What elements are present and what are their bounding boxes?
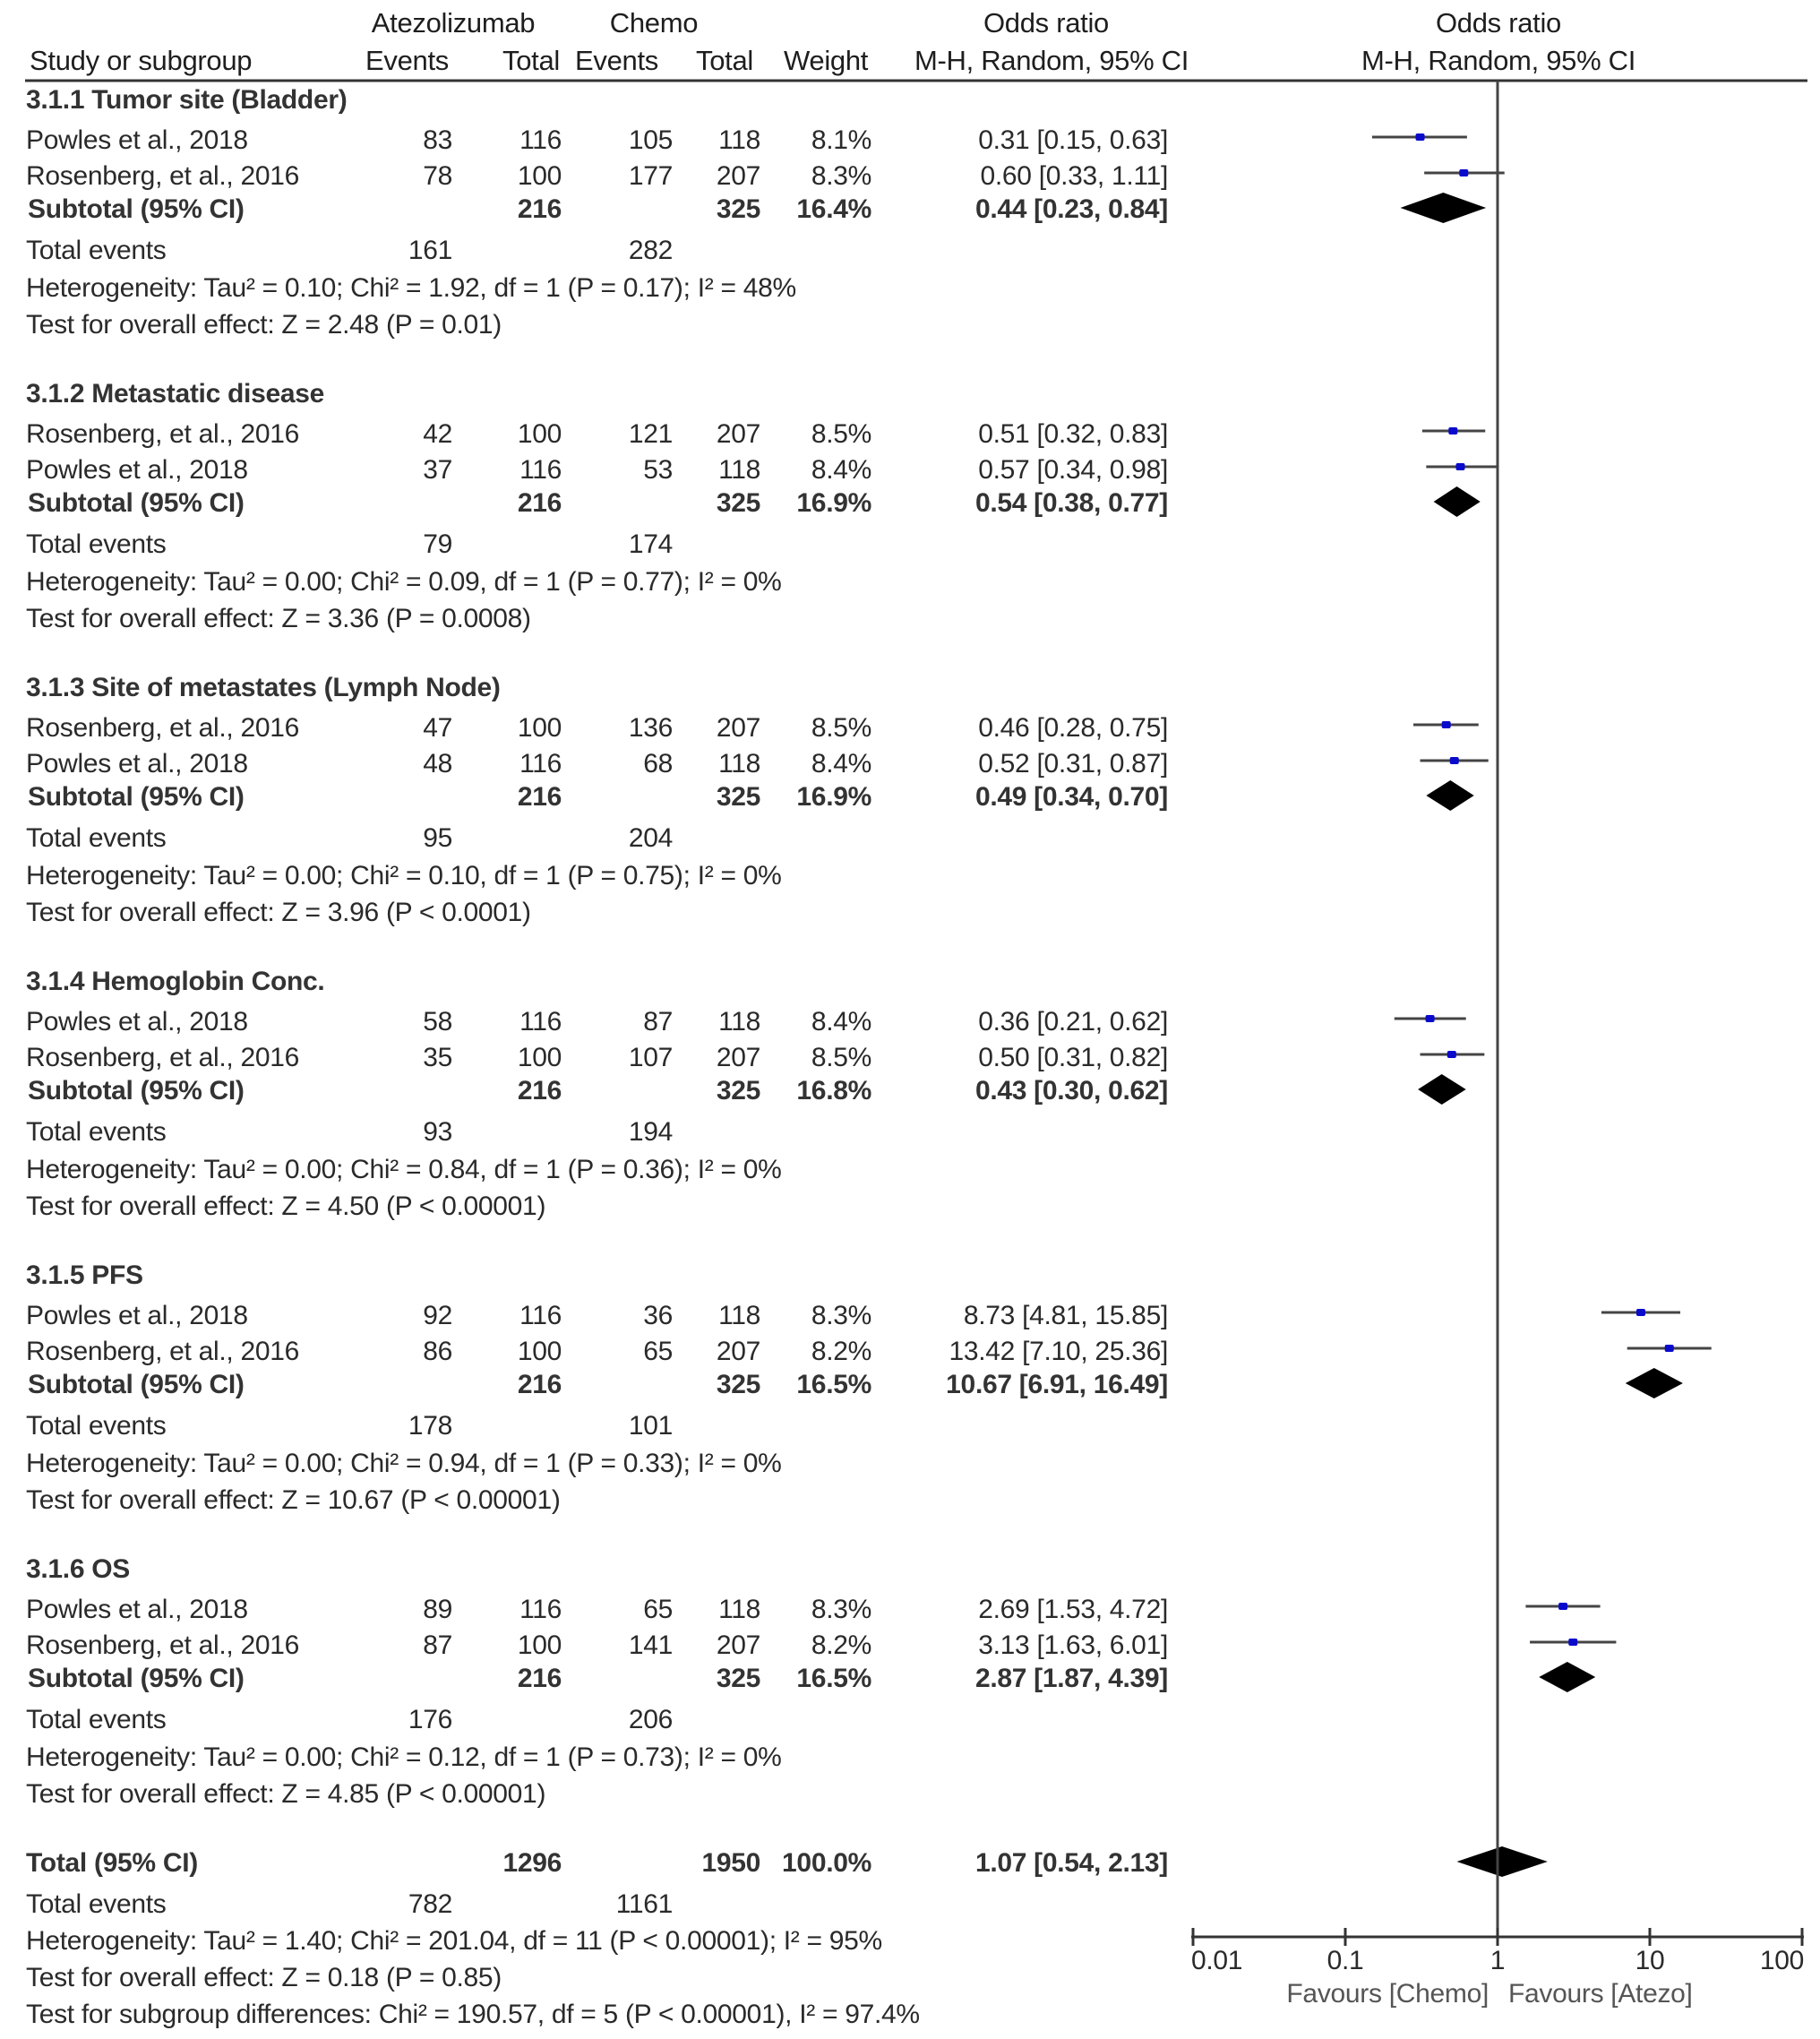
subtotal-weight: 16.4% <box>796 194 871 224</box>
heterogeneity-text: Heterogeneity: Tau² = 0.00; Chi² = 0.09, df = 1 (P = 0.77); I² = 0% <box>26 567 782 597</box>
overall-effect-text: Test for overall effect: Z = 4.85 (P < 0.00001) <box>26 1779 546 1809</box>
study-name: Rosenberg, et al., 2016 <box>26 1043 299 1072</box>
weight-header: Weight <box>784 45 869 76</box>
odds-ratio-ci: 0.46 [0.28, 0.75] <box>978 713 1168 743</box>
x-tick-label: 100 <box>1759 1946 1804 1975</box>
total-events-a: 178 <box>408 1411 452 1441</box>
odds-ratio-ci: 0.51 [0.32, 0.83] <box>978 419 1168 449</box>
subtotal-total-b: 325 <box>716 1370 760 1399</box>
study-name: Powles et al., 2018 <box>26 749 248 779</box>
total-b: 207 <box>716 161 760 191</box>
subtotal-label: Subtotal (95% CI) <box>28 782 245 812</box>
events-a: 92 <box>423 1301 452 1330</box>
events-a: 89 <box>423 1595 452 1624</box>
study-name: Powles et al., 2018 <box>26 125 248 155</box>
subgroup-title: 3.1.4 Hemoglobin Conc. <box>26 967 325 996</box>
weight: 8.2% <box>811 1337 871 1366</box>
study-marker <box>1448 427 1457 434</box>
events-b: 136 <box>628 713 673 743</box>
events-b: 121 <box>628 419 673 449</box>
total-b: 118 <box>718 125 760 155</box>
total-events-label: Total events <box>26 236 167 265</box>
overall-total-a: 1296 <box>502 1848 562 1878</box>
study-name: Rosenberg, et al., 2016 <box>26 161 299 191</box>
study-marker <box>1426 1015 1435 1022</box>
total-a: 116 <box>519 1595 562 1624</box>
subtotal-diamond <box>1434 486 1481 517</box>
study-name: Rosenberg, et al., 2016 <box>26 1630 299 1660</box>
study-marker <box>1447 1051 1456 1058</box>
subtotal-total-a: 216 <box>517 1076 562 1106</box>
group-a-header: Atezolizumab <box>371 7 536 39</box>
total-events-a: 93 <box>423 1117 452 1147</box>
subtotal-odds-ratio-ci: 10.67 [6.91, 16.49] <box>946 1370 1168 1399</box>
subtotal-weight: 16.5% <box>796 1664 871 1693</box>
study-marker <box>1665 1345 1674 1352</box>
subgroup-title: 3.1.6 OS <box>26 1554 131 1584</box>
subtotal-odds-ratio-ci: 2.87 [1.87, 4.39] <box>974 1664 1168 1693</box>
total-events-label: Total events <box>26 1411 167 1441</box>
odds-ratio-ci: 0.60 [0.33, 1.11] <box>980 161 1168 191</box>
subtotal-diamond <box>1626 1368 1683 1398</box>
total-b: 118 <box>718 1595 760 1624</box>
overall-effect-text: Test for overall effect: Z = 4.50 (P < 0.00001) <box>26 1192 546 1221</box>
subtotal-odds-ratio-ci: 0.43 [0.30, 0.62] <box>974 1076 1168 1106</box>
study-name: Powles et al., 2018 <box>26 1301 248 1330</box>
plot-title: Odds ratio <box>1435 7 1561 39</box>
subgroup-title: 3.1.1 Tumor site (Bladder) <box>26 85 348 115</box>
study-marker <box>1636 1309 1645 1316</box>
total-a: 100 <box>517 419 562 449</box>
study-name: Powles et al., 2018 <box>26 1595 248 1624</box>
subtotal-diamond <box>1539 1662 1595 1692</box>
subtotal-diamond <box>1400 193 1486 223</box>
group-b-header: Chemo <box>609 7 699 39</box>
odds-ratio-ci: 13.42 [7.10, 25.36] <box>949 1337 1168 1366</box>
heterogeneity-text: Heterogeneity: Tau² = 0.00; Chi² = 0.12, df = 1 (P = 0.73); I² = 0% <box>26 1742 782 1772</box>
favours-right-label: Favours [Atezo] <box>1508 1979 1693 2009</box>
or-method-header: M-H, Random, 95% CI <box>914 45 1189 76</box>
heterogeneity-text: Heterogeneity: Tau² = 0.00; Chi² = 0.10, df = 1 (P = 0.75); I² = 0% <box>26 861 782 890</box>
weight: 8.4% <box>811 749 871 779</box>
total-b: 207 <box>716 419 760 449</box>
overall-heterogeneity-text: Heterogeneity: Tau² = 1.40; Chi² = 201.04, df = 11 (P < 0.00001); I² = 95% <box>26 1926 882 1956</box>
total-events-b: 194 <box>628 1117 673 1147</box>
subtotal-weight: 16.9% <box>796 782 871 812</box>
overall-effect-text: Test for overall effect: Z = 0.18 (P = 0.85) <box>26 1963 502 1992</box>
events-a: 78 <box>423 161 452 191</box>
study-marker <box>1459 169 1468 176</box>
overall-effect-text: Test for overall effect: Z = 3.96 (P < 0.0001) <box>26 898 531 927</box>
subtotal-total-b: 325 <box>716 194 760 224</box>
events-b: 65 <box>643 1337 673 1366</box>
events-a: 47 <box>423 713 452 743</box>
total-a: 116 <box>519 125 562 155</box>
overall-total-b: 1950 <box>701 1848 760 1878</box>
subgroup-title: 3.1.5 PFS <box>26 1260 143 1290</box>
subgroup-differences-text: Test for subgroup differences: Chi² = 190.57, df = 5 (P < 0.00001), I² = 97.4% <box>26 2000 920 2029</box>
total-a-header: Total <box>502 45 560 76</box>
total-a: 100 <box>517 1043 562 1072</box>
odds-ratio-ci: 8.73 [4.81, 15.85] <box>963 1301 1168 1330</box>
study-name: Powles et al., 2018 <box>26 1007 248 1037</box>
study-name: Rosenberg, et al., 2016 <box>26 1337 299 1366</box>
total-events-b: 174 <box>628 529 673 559</box>
events-a: 86 <box>423 1337 452 1366</box>
subtotal-total-a: 216 <box>517 1370 562 1399</box>
subtotal-label: Subtotal (95% CI) <box>28 1370 245 1399</box>
total-a: 116 <box>519 749 562 779</box>
weight: 8.3% <box>811 1301 871 1330</box>
study-marker <box>1568 1639 1577 1646</box>
total-events-label: Total events <box>26 529 167 559</box>
total-events-a: 95 <box>423 823 452 853</box>
study-name: Rosenberg, et al., 2016 <box>26 713 299 743</box>
weight: 8.4% <box>811 455 871 485</box>
study-marker <box>1416 133 1425 141</box>
total-events-label: Total events <box>26 1705 167 1734</box>
total-a: 100 <box>517 1630 562 1660</box>
total-events-label: Total events <box>26 1117 167 1147</box>
odds-ratio-ci: 2.69 [1.53, 4.72] <box>978 1595 1168 1624</box>
odds-ratio-ci: 0.31 [0.15, 0.63] <box>978 125 1168 155</box>
total-events-a: 176 <box>408 1705 452 1734</box>
total-events-a: 161 <box>408 236 452 265</box>
subtotal-total-b: 325 <box>716 1076 760 1106</box>
subgroup-title: 3.1.3 Site of metastates (Lymph Node) <box>26 673 501 702</box>
events-a: 48 <box>423 749 452 779</box>
weight: 8.5% <box>811 713 871 743</box>
study-marker <box>1450 757 1459 764</box>
events-b: 68 <box>643 749 673 779</box>
subtotal-total-a: 216 <box>517 1664 562 1693</box>
x-tick-label: 0.1 <box>1326 1946 1364 1975</box>
total-b: 118 <box>718 749 760 779</box>
events-a-header: Events <box>365 45 449 76</box>
events-b-header: Events <box>575 45 658 76</box>
total-a: 116 <box>519 1301 562 1330</box>
overall-diamond <box>1457 1846 1548 1877</box>
events-b: 65 <box>643 1595 673 1624</box>
total-b-header: Total <box>696 45 753 76</box>
total-a: 116 <box>519 455 562 485</box>
subtotal-total-a: 216 <box>517 194 562 224</box>
total-events-b: 204 <box>628 823 673 853</box>
subtotal-total-b: 325 <box>716 782 760 812</box>
events-b: 87 <box>643 1007 673 1037</box>
study-column-header: Study or subgroup <box>30 45 253 76</box>
weight: 8.3% <box>811 161 871 191</box>
total-b: 207 <box>716 713 760 743</box>
study-name: Rosenberg, et al., 2016 <box>26 419 299 449</box>
total-b: 207 <box>716 1337 760 1366</box>
weight: 8.3% <box>811 1595 871 1624</box>
overall-effect-text: Test for overall effect: Z = 10.67 (P < 0.00001) <box>26 1485 561 1515</box>
events-b: 105 <box>628 125 673 155</box>
events-a: 42 <box>423 419 452 449</box>
overall-total-label: Total (95% CI) <box>26 1848 198 1878</box>
subtotal-total-a: 216 <box>517 488 562 518</box>
events-b: 36 <box>643 1301 673 1330</box>
overall-total-events-b: 1161 <box>615 1889 673 1919</box>
overall-effect-text: Test for overall effect: Z = 2.48 (P = 0.01) <box>26 310 502 340</box>
events-a: 58 <box>423 1007 452 1037</box>
study-marker <box>1442 721 1451 728</box>
events-b: 107 <box>628 1043 673 1072</box>
heterogeneity-text: Heterogeneity: Tau² = 0.00; Chi² = 0.84, df = 1 (P = 0.36); I² = 0% <box>26 1155 782 1184</box>
subtotal-weight: 16.5% <box>796 1370 871 1399</box>
subtotal-total-b: 325 <box>716 488 760 518</box>
odds-ratio-ci: 3.13 [1.63, 6.01] <box>978 1630 1168 1660</box>
total-b: 207 <box>716 1630 760 1660</box>
odds-ratio-ci: 0.57 [0.34, 0.98] <box>978 455 1168 485</box>
weight: 8.5% <box>811 1043 871 1072</box>
subgroup-title: 3.1.2 Metastatic disease <box>26 379 324 409</box>
events-b: 177 <box>628 161 673 191</box>
total-b: 118 <box>718 1301 760 1330</box>
subtotal-total-b: 325 <box>716 1664 760 1693</box>
odds-ratio-ci: 0.52 [0.31, 0.87] <box>978 749 1168 779</box>
heterogeneity-text: Heterogeneity: Tau² = 0.10; Chi² = 1.92, df = 1 (P = 0.17); I² = 48% <box>26 273 796 303</box>
events-a: 87 <box>423 1630 452 1660</box>
total-b: 207 <box>716 1043 760 1072</box>
total-events-b: 206 <box>628 1705 673 1734</box>
total-a: 116 <box>519 1007 562 1037</box>
study-name: Powles et al., 2018 <box>26 455 248 485</box>
total-events-a: 79 <box>423 529 452 559</box>
total-a: 100 <box>517 1337 562 1366</box>
total-b: 118 <box>718 455 760 485</box>
subtotal-odds-ratio-ci: 0.54 [0.38, 0.77] <box>974 488 1168 518</box>
subtotal-label: Subtotal (95% CI) <box>28 1076 245 1106</box>
odds-ratio-ci: 0.50 [0.31, 0.82] <box>978 1043 1168 1072</box>
x-tick-label: 10 <box>1635 1946 1665 1975</box>
subtotal-odds-ratio-ci: 0.44 [0.23, 0.84] <box>974 194 1168 224</box>
events-a: 83 <box>423 125 452 155</box>
subtotal-diamond <box>1426 780 1473 811</box>
subtotal-odds-ratio-ci: 0.49 [0.34, 0.70] <box>974 782 1168 812</box>
overall-odds-ratio-ci: 1.07 [0.54, 2.13] <box>974 1848 1168 1878</box>
total-events-b: 282 <box>628 236 673 265</box>
or-column-title: Odds ratio <box>983 7 1109 39</box>
total-a: 100 <box>517 713 562 743</box>
total-events-label: Total events <box>26 823 167 853</box>
overall-weight: 100.0% <box>782 1848 871 1878</box>
overall-total-events-label: Total events <box>26 1889 167 1919</box>
favours-left-label: Favours [Chemo] <box>1286 1979 1489 2009</box>
events-b: 53 <box>643 455 673 485</box>
x-tick-label: 1 <box>1489 1946 1506 1975</box>
subtotal-label: Subtotal (95% CI) <box>28 1664 245 1693</box>
subtotal-diamond <box>1418 1074 1466 1105</box>
overall-effect-text: Test for overall effect: Z = 3.36 (P = 0.0008) <box>26 604 531 633</box>
odds-ratio-ci: 0.36 [0.21, 0.62] <box>978 1007 1168 1037</box>
subtotal-total-a: 216 <box>517 782 562 812</box>
subtotal-label: Subtotal (95% CI) <box>28 194 245 224</box>
events-a: 35 <box>423 1043 452 1072</box>
weight: 8.1% <box>811 125 871 155</box>
events-a: 37 <box>423 455 452 485</box>
total-events-b: 101 <box>628 1411 673 1441</box>
total-a: 100 <box>517 161 562 191</box>
weight: 8.2% <box>811 1630 871 1660</box>
x-tick-label: 0.01 <box>1191 1946 1243 1975</box>
subtotal-weight: 16.8% <box>796 1076 871 1106</box>
overall-total-events-a: 782 <box>408 1889 452 1919</box>
heterogeneity-text: Heterogeneity: Tau² = 0.00; Chi² = 0.94, df = 1 (P = 0.33); I² = 0% <box>26 1449 782 1478</box>
total-b: 118 <box>718 1007 760 1037</box>
subtotal-weight: 16.9% <box>796 488 871 518</box>
study-marker <box>1455 463 1464 470</box>
study-marker <box>1558 1603 1567 1610</box>
subtotal-label: Subtotal (95% CI) <box>28 488 245 518</box>
plot-method-header: M-H, Random, 95% CI <box>1361 45 1636 76</box>
weight: 8.5% <box>811 419 871 449</box>
weight: 8.4% <box>811 1007 871 1037</box>
events-b: 141 <box>628 1630 673 1660</box>
